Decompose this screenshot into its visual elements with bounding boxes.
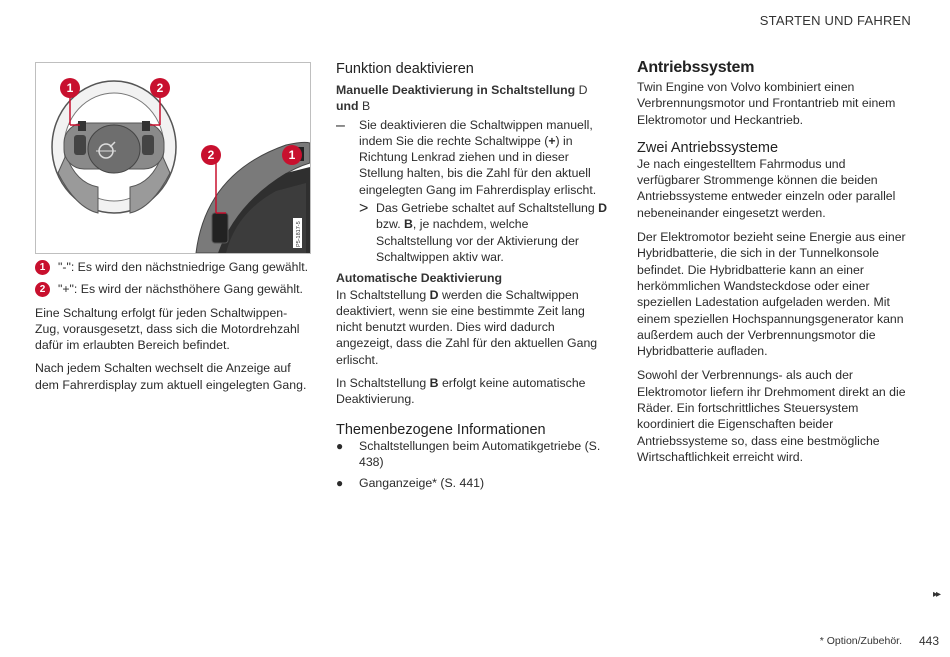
two-systems-para3: Sowohl der Verbrennungs- als auch der Elektromotor liefern ihr Drehmoment direkt an die Räder. Ein fortschrittliches Steuersystem koordiniert die Eigenschaften beider Antriebssysteme so, dass eine bestmögliche Wirtschaftlichkeit erreicht wird. xyxy=(637,368,906,464)
left-column xyxy=(35,259,311,393)
side-steering-wheel xyxy=(196,142,310,253)
manual-step-text xyxy=(359,117,608,198)
result-marker: > xyxy=(359,200,369,218)
callout-badge: 1 xyxy=(35,260,50,275)
callout-text: "+": Es wird der nächsthöhere Gang gewählt. xyxy=(58,282,303,297)
auto-text-a: In Schaltstellung xyxy=(336,287,430,302)
section-header: STARTEN UND FAHREN xyxy=(759,13,911,28)
deactivate-heading: Funktion deaktivieren xyxy=(336,61,474,77)
gear-b: B xyxy=(361,99,371,114)
manual-title: Manuelle Deaktivierung in Schaltstellung xyxy=(336,83,576,97)
auto-gear-d: D xyxy=(429,287,439,302)
result-text-a: Das Getriebe schaltet auf Schaltstellung xyxy=(376,201,599,216)
bpara-text-c: erfolgt keine automatische Deaktivierung. xyxy=(336,376,586,407)
steering-wheel-illustration xyxy=(35,62,311,254)
callout-item-plus xyxy=(35,281,311,297)
related-info-heading: Themenbezogene Informationen xyxy=(336,421,546,438)
related-link-gear-positions[interactable] xyxy=(336,438,608,471)
steering-wheel-drawing xyxy=(36,63,310,253)
figure-callout-2a: 2 xyxy=(156,81,164,95)
callout-item-minus xyxy=(35,259,311,275)
step-text-a: Sie deaktivieren die Schaltwippen manuell, indem Sie die rechte Schaltwippe ( xyxy=(359,117,593,148)
two-systems-heading: Zwei Antriebssysteme xyxy=(637,139,779,156)
result-text-b: bzw. xyxy=(376,217,405,232)
bullet-icon: ● xyxy=(336,438,344,453)
auto-deactivation-text xyxy=(336,287,608,368)
two-systems-para2: Der Elektromotor bezieht seine Energie aus einer Hybridbatterie, die sich in der Tunnelkonsole befindet. Die Hybridbatterie kann an einer herkömmlichen Wandsteckdose oder einer speziellen Ladestation aufgeladen werden. Mit einem speziellen Hochspannungsgenerator kann außerdem auch der Verbrennungsmotor die Hybridbatterie aufladen. xyxy=(637,230,906,359)
page-number: 443 xyxy=(918,634,939,648)
b-position-text xyxy=(336,375,608,408)
result-text-c: , je nachdem, welche Schaltstellung vor der Aktivierung der Schaltwippen aktiv war. xyxy=(376,217,580,264)
figure-callout-1b: 1 xyxy=(288,148,296,162)
two-systems-para1: Je nach eingestelltem Fahrmodus und verfügbarer Strommenge können die beiden Antriebssysteme entweder einzeln oder parallel nebeneinander eingesetzt werden. xyxy=(637,156,896,220)
auto-text-b: werden die Schaltwippen deaktiviert, wenn sie eine bestimmte Zeit lang nicht benutzt wurden. Dies wird dadurch angezeigt, dass die Zahl für den aktuellen Gang erlischt. xyxy=(336,287,598,367)
result-gear-d: D xyxy=(598,201,608,216)
auto-deactivation-heading: Automatische Deaktivierung xyxy=(336,271,503,286)
related-link-text: Ganganzeige* (S. 441) xyxy=(359,476,485,491)
bpara-gear-b: B xyxy=(429,376,439,391)
manual-result-text xyxy=(376,200,608,265)
shift-paragraph: Eine Schaltung erfolgt für jeden Schaltwippen-Zug, vorausgesetzt, dass sich die Motordrehzahl dafür im erlaubten Bereich befindet. xyxy=(35,305,300,353)
front-steering-wheel xyxy=(52,78,176,213)
right-column xyxy=(637,59,911,465)
next-page-marker: ▸▸ xyxy=(932,589,939,600)
und-text: und xyxy=(336,99,359,114)
related-link-gear-indicator[interactable] xyxy=(336,475,608,491)
dash-marker: – xyxy=(336,116,345,134)
drive-system-heading: Antriebssystem xyxy=(637,59,755,76)
callout-badge: 2 xyxy=(35,282,50,297)
display-paragraph: Nach jedem Schalten wechselt die Anzeige auf dem Fahrerdisplay zum aktuell eingelegten Gang. xyxy=(35,361,307,392)
middle-column xyxy=(336,61,608,492)
result-gear-b: B xyxy=(404,217,413,232)
manual-deactivation-heading xyxy=(336,82,608,115)
figure-callout-1a: 1 xyxy=(66,81,74,95)
figure-code: P5-1817-5 xyxy=(296,221,302,247)
bpara-text-a: In Schaltstellung xyxy=(336,376,430,391)
bullet-icon: ● xyxy=(336,476,344,491)
footnote: * Option/Zubehör. xyxy=(819,635,902,647)
gear-d: D xyxy=(578,83,588,97)
figure-callout-2b: 2 xyxy=(207,148,215,162)
manual-result xyxy=(359,200,608,265)
drive-system-intro: Twin Engine von Volvo kombiniert einen Verbrennungsmotor und Frontantrieb mit einem Elektromotor und Heckantrieb. xyxy=(637,80,896,127)
related-link-text: Schaltstellungen beim Automatikgetriebe (S. 438) xyxy=(359,438,601,469)
manual-step xyxy=(336,117,608,198)
callout-text: "-": Es wird den nächstniedrige Gang gewählt. xyxy=(58,260,309,274)
step-text-b: ) in Richtung Lenkrad ziehen und in dieser Stellung halten, bis die Zahl für den aktuell eingelegten Gang im Fahrerdisplay erlischt. xyxy=(359,133,597,197)
step-plus: + xyxy=(548,133,556,148)
